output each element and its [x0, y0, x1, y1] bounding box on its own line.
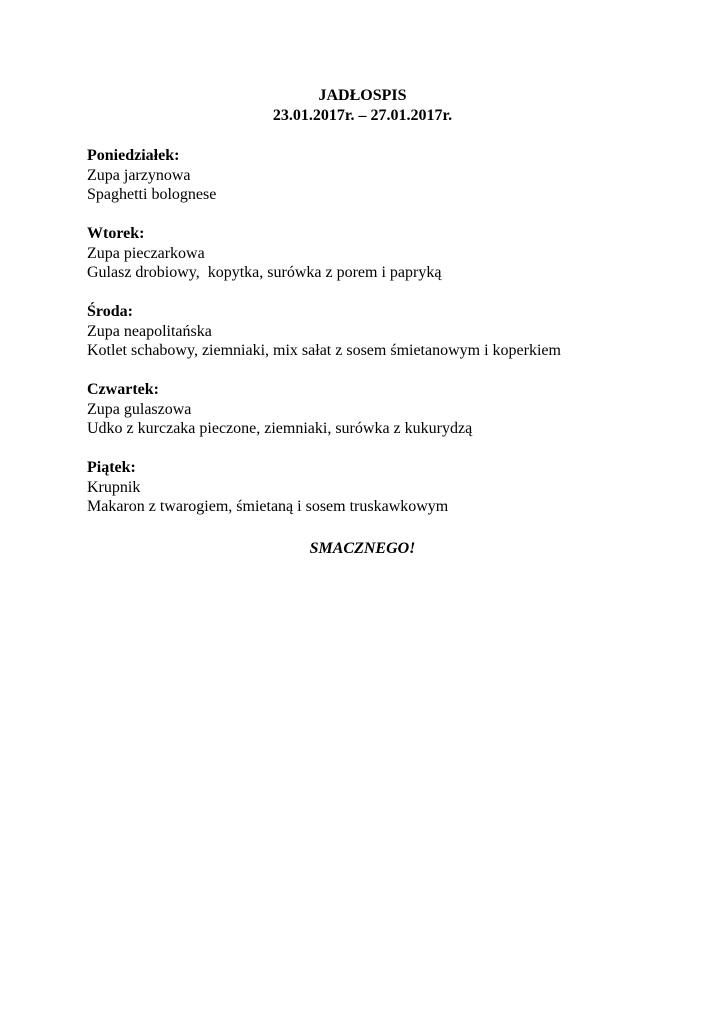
dish-monday-soup: Zupa jarzynowa — [87, 166, 191, 184]
day-tuesday — [87, 224, 441, 283]
dish-wednesday-main: Kotlet schabowy, ziemniaki, mix sałat z sosem śmietanowym i koperkiem — [87, 342, 561, 359]
dish-wednesday-soup: Zupa neapolitańska — [87, 322, 212, 340]
dish-thursday-main: Udko z kurczaka pieczone, ziemniaki, surówka z kukurydzą — [87, 420, 473, 437]
day-name-monday: Poniedziałek: — [87, 147, 180, 164]
dish-thursday-soup: Zupa gulaszowa — [87, 400, 192, 418]
closing-greeting: SMACZNEGO! — [309, 540, 416, 557]
document-title: JADŁOSPIS — [318, 87, 407, 104]
dish-friday-soup: Krupnik — [87, 478, 141, 496]
dish-monday-main: Spaghetti bolognese — [87, 186, 217, 203]
date-range: 23.01.2017r. – 27.01.2017r. — [272, 107, 453, 124]
dish-tuesday-main: Gulasz drobiowy, kopytka, surówka z porem i papryką — [87, 264, 442, 281]
document-header — [0, 86, 725, 126]
day-friday — [87, 458, 448, 517]
dish-tuesday-soup: Zupa pieczarkowa — [87, 244, 205, 262]
dish-friday-main: Makaron z twarogiem, śmietaną i sosem truskawkowym — [87, 498, 449, 515]
day-name-thursday: Czwartek: — [87, 381, 159, 398]
day-thursday — [87, 380, 472, 439]
day-name-friday: Piątek: — [87, 459, 136, 476]
day-monday — [87, 146, 216, 205]
day-wednesday — [87, 302, 561, 361]
day-name-wednesday: Środa: — [87, 303, 133, 320]
day-name-tuesday: Wtorek: — [87, 225, 145, 242]
